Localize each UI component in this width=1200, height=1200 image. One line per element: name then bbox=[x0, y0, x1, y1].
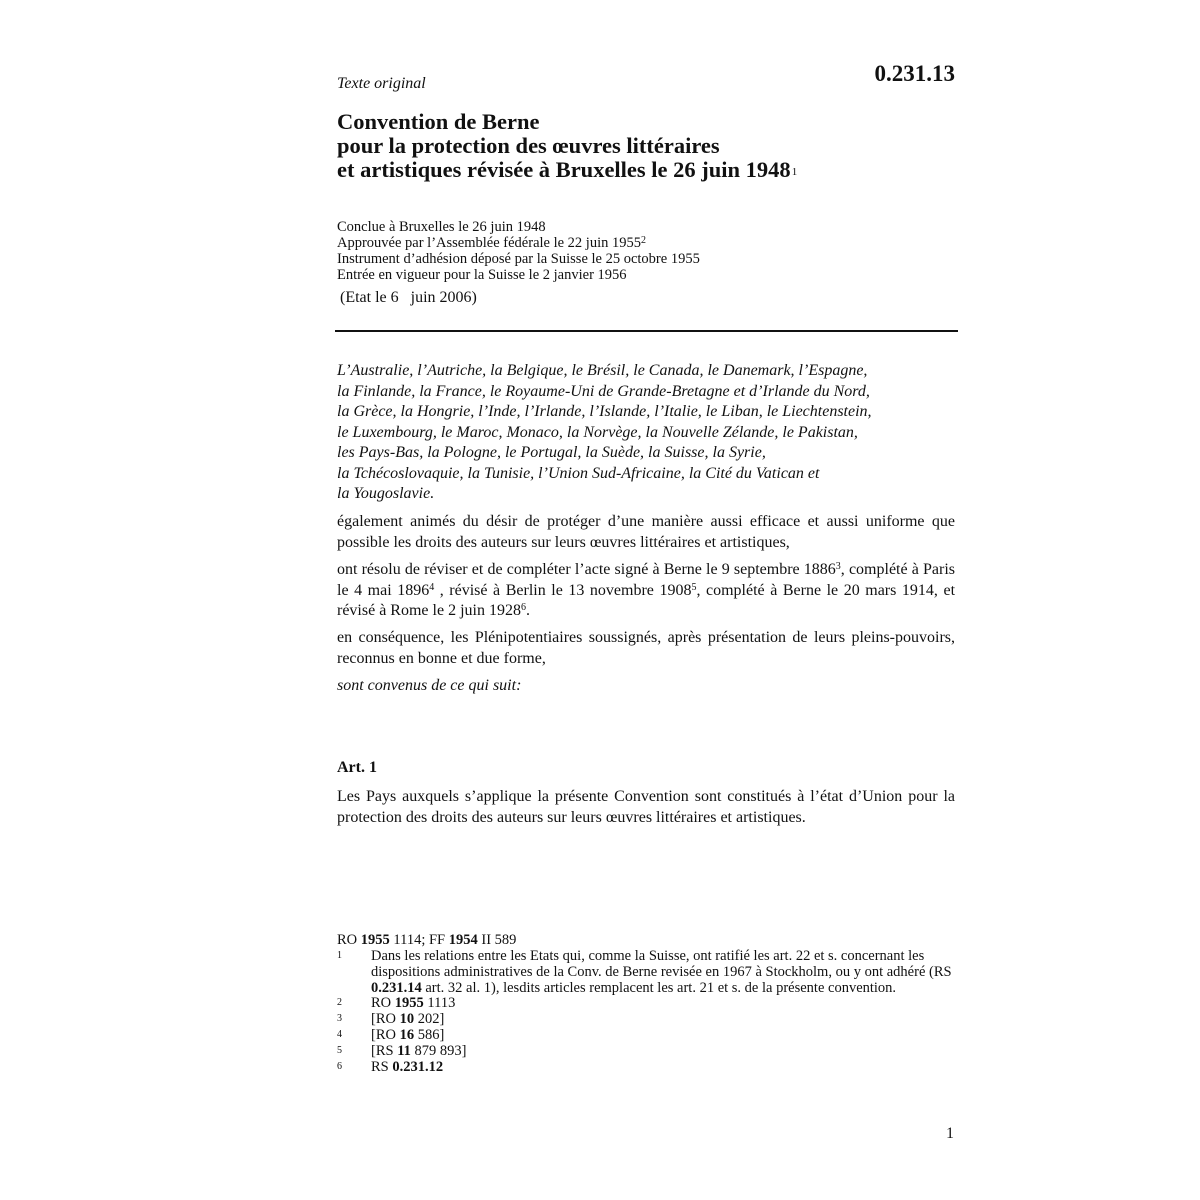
footnote-text: [RS bbox=[371, 1042, 398, 1059]
instrument-date: Instrument d’adhésion déposé par la Suisse le 25 octobre 1955 bbox=[337, 251, 700, 267]
parties-line: la Tchécoslovaquie, la Tunisie, l’Union Sud-Africaine, la Cité du Vatican et bbox=[337, 464, 820, 482]
preamble-text: en conséquence, les Plénipotentiaires soussignés, après présentation de leurs pleins-pouvoirs, reconnus en bonne et due forme, bbox=[337, 629, 955, 667]
state-date: (Etat le 6 juin 2006) bbox=[340, 289, 477, 306]
source-text: 1114; FF bbox=[389, 932, 449, 948]
preamble-paragraph-1 bbox=[337, 512, 955, 553]
footnote-text: [RO bbox=[371, 1011, 400, 1028]
article-1-heading: Art. 1 bbox=[337, 759, 377, 776]
original-text-label: Texte original bbox=[337, 75, 426, 92]
entry-into-force-date: Entrée en vigueur pour la Suisse le 2 janvier 1956 bbox=[337, 267, 627, 283]
footnote-bold: 0.231.14 bbox=[371, 979, 422, 996]
footnote-bold: 1955 bbox=[394, 995, 424, 1012]
footnote-bold: 0.231.12 bbox=[392, 1058, 444, 1075]
approved-date bbox=[337, 235, 700, 251]
preamble-text-part: , complété à Paris le 4 mai 1896 bbox=[337, 561, 955, 599]
footnote-ref-3: 3 bbox=[835, 561, 841, 572]
preamble-paragraph-3 bbox=[337, 628, 955, 669]
footnote-text: Dans les relations entre les Etats qui, comme la Suisse, ont ratifié les art. 22 et s. concernant les dispositions administratives de la Conv. de Berne revisée en 1967 à Stockholm, ou y ont adhéré (RS bbox=[371, 948, 952, 980]
footnote-bold: 10 bbox=[399, 1011, 415, 1028]
footnotes bbox=[337, 949, 957, 1075]
footnote-ref-1: 1 bbox=[791, 166, 798, 178]
preamble-text-part: . bbox=[525, 602, 530, 619]
parties-list bbox=[337, 361, 955, 505]
preamble-text-part: , révisé à Berlin le 13 novembre 1908 bbox=[434, 581, 692, 599]
footnote-bold: 11 bbox=[397, 1042, 411, 1059]
footnote-text: [RO bbox=[371, 1026, 400, 1043]
source-volume: 1954 bbox=[448, 932, 478, 948]
footnote-number: 2 bbox=[337, 997, 342, 1009]
preamble-text: également animés du désir de protéger d’une manière aussi efficace et aussi uniforme que possible les droits des auteurs sur leurs œuvres littéraires et artistiques, bbox=[337, 513, 955, 551]
parties-line: la Grèce, la Hongrie, l’Inde, l’Irlande, l’Islande, l’Italie, le Liban, le Liechtenstein, bbox=[337, 403, 872, 420]
header-divider bbox=[335, 330, 958, 332]
footnote-text: 202] bbox=[414, 1011, 445, 1028]
preamble-text-part: ont résolu de réviser et de compléter l’acte signé à Berne le 9 septembre 1886 bbox=[337, 561, 836, 578]
page-number: 1 bbox=[946, 1125, 954, 1142]
concluded-date: Conclue à Bruxelles le 26 juin 1948 bbox=[337, 219, 546, 235]
footnote-text: art. 32 al. 1), lesdits articles remplacent les art. 21 et s. de la présente convention. bbox=[421, 979, 897, 996]
footnote bbox=[337, 949, 957, 996]
footnote-number: 6 bbox=[337, 1060, 342, 1072]
footnote-text: 1113 bbox=[423, 995, 456, 1012]
footnote-number: 4 bbox=[337, 1028, 342, 1040]
preamble-text-part: , complété à Berne le 20 mars 1914, et révisé à Rome le 2 juin 1928 bbox=[337, 581, 956, 619]
article-1-body bbox=[337, 787, 955, 828]
footnote-ref-2: 2 bbox=[641, 235, 646, 246]
footnote-ref-5: 5 bbox=[691, 581, 697, 593]
preamble-paragraph-4 bbox=[337, 676, 955, 697]
footnote bbox=[337, 1044, 957, 1060]
source-text: II 589 bbox=[477, 932, 517, 948]
footnote bbox=[337, 996, 957, 1012]
document-metadata bbox=[337, 219, 700, 283]
title-line-1: Convention de Berne bbox=[337, 109, 540, 134]
source-text: RO bbox=[337, 932, 361, 948]
preamble-text: sont convenus de ce qui suit: bbox=[337, 677, 522, 694]
footnote bbox=[337, 1012, 957, 1028]
footnote-text: RO bbox=[371, 995, 395, 1012]
footnote bbox=[337, 1028, 957, 1044]
document-title bbox=[337, 110, 797, 182]
classification-number: 0.231.13 bbox=[874, 61, 955, 86]
footnote-bold: 16 bbox=[399, 1026, 415, 1043]
footnote-text: 879 893] bbox=[410, 1042, 467, 1059]
title-line-3-text: et artistiques révisée à Bruxelles le 26 juin 1948 bbox=[337, 157, 791, 182]
parties-line: L’Australie, l’Autriche, la Belgique, le Brésil, le Canada, le Danemark, l’Espagne, bbox=[337, 362, 868, 379]
footnote-text: RS bbox=[371, 1058, 393, 1075]
approved-date-text: Approuvée par l’Assemblée fédérale le 22 juin 1955 bbox=[337, 235, 641, 251]
footnote-number: 3 bbox=[337, 1013, 342, 1025]
preamble-text bbox=[337, 560, 955, 622]
title-line-2: pour la protection des œuvres littéraires bbox=[337, 133, 720, 158]
footnote bbox=[337, 1060, 957, 1076]
preamble-paragraph-2 bbox=[337, 560, 955, 622]
footnote-text: 586] bbox=[414, 1026, 445, 1043]
footnote-number: 5 bbox=[337, 1044, 342, 1056]
title-line-3 bbox=[337, 158, 797, 182]
parties-line: la Finlande, la France, le Royaume-Uni de Grande-Bretagne et d’Irlande du Nord, bbox=[337, 382, 870, 400]
parties-line: le Luxembourg, le Maroc, Monaco, la Norvège, la Nouvelle Zélande, le Pakistan, bbox=[337, 423, 858, 441]
parties-line: la Yougoslavie. bbox=[337, 485, 435, 502]
source-reference bbox=[337, 932, 516, 949]
source-volume: 1955 bbox=[360, 932, 390, 948]
footnote-ref-4: 4 bbox=[429, 581, 435, 593]
parties-line: les Pays-Bas, la Pologne, le Portugal, la Suède, la Suisse, la Syrie, bbox=[337, 444, 766, 461]
article-1-text: Les Pays auxquels s’applique la présente Convention sont constitués à l’état d’Union pour la protection des droits des auteurs sur leurs œuvres littéraires et artistiques. bbox=[337, 788, 955, 826]
footnote-number: 1 bbox=[337, 950, 342, 961]
footnote-ref-6: 6 bbox=[520, 602, 526, 613]
